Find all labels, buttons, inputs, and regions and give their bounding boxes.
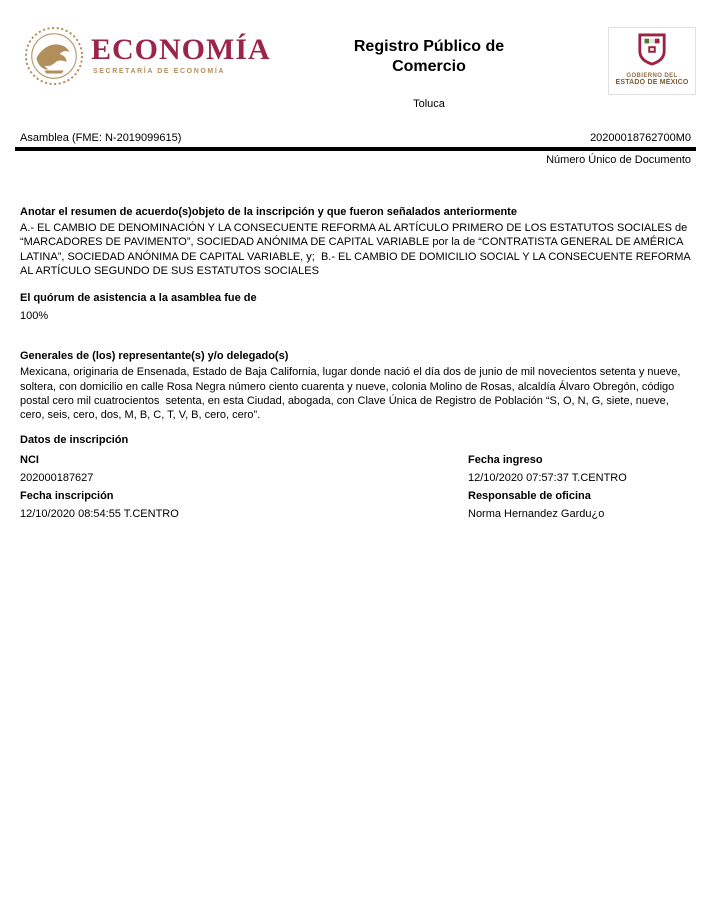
- nci-label: NCI: [20, 453, 39, 466]
- resumen-heading: Anotar el resumen de acuerdo(s)objeto de la inscripción y que fueron señalados anteriormente: [20, 206, 517, 218]
- quorum-value: 100%: [20, 310, 49, 323]
- record-type: Asamblea (FME: N-2019099615): [20, 132, 182, 144]
- section-resumen: [20, 205, 691, 278]
- datos-column-right: [468, 451, 691, 523]
- edomex-logo: [608, 27, 696, 95]
- document-number: 20200018762700M0: [590, 132, 691, 144]
- economia-logo-text: [91, 25, 271, 75]
- fecha-inscripcion-label: Fecha inscripción: [20, 489, 114, 502]
- document-header: [15, 0, 696, 110]
- economia-wordmark: ECONOMÍA: [91, 33, 271, 66]
- section-generales: [20, 349, 691, 422]
- eagle-seal-icon: [23, 25, 85, 87]
- edomex-line2: ESTADO DE MÉXICO: [615, 79, 689, 86]
- quorum-heading: El quórum de asistencia a la asamblea fue de: [20, 292, 257, 305]
- fecha-inscripcion-value: 12/10/2020 08:54:55 T.CENTRO: [20, 507, 179, 520]
- nci-value: 202000187627: [20, 471, 94, 484]
- datos-heading: Datos de inscripción: [20, 433, 129, 446]
- office-name: Toluca: [413, 98, 445, 110]
- datos-grid: [20, 451, 691, 523]
- responsable-value: Norma Hernandez Gardu¿o: [468, 507, 605, 520]
- resumen-body: A.- EL CAMBIO DE DENOMINACIÓN Y LA CONSECUENTE REFORMA AL ARTÍCULO PRIMERO DE LOS ESTATUTOS SOCIALES de “MARCADORES DE PAVIMENTO”, SOCIEDAD ANÓNIMA DE CAPITAL VARIABLE por la de “CONTRATISTA GENERAL DE AMÉRICA LATINA”, SOCIEDAD ANÓNIMA DE CAPITAL VARIABLE, y; B.- EL CAMBIO DE DOMICILIO SOCIAL Y LA CONSECUENTE REFORMA AL ARTÍCULO SEGUNDO DE SUS ESTATUTOS SOCIALES: [20, 222, 693, 277]
- edomex-shield-icon: [637, 32, 667, 66]
- header-center: [250, 25, 608, 110]
- datos-column-left: [20, 451, 468, 523]
- economia-logo: [15, 25, 271, 87]
- fecha-ingreso-label: Fecha ingreso: [468, 453, 543, 466]
- section-quorum: [20, 291, 691, 323]
- section-datos-inscripcion: [20, 433, 691, 523]
- fecha-ingreso-value: 12/10/2020 07:57:37 T.CENTRO: [468, 471, 627, 484]
- page-title: Registro Público de Comercio: [353, 38, 505, 75]
- document-number-label: Número Único de Documento: [546, 154, 691, 166]
- document-content: [15, 205, 696, 523]
- header-rule: [15, 147, 696, 151]
- generales-body: Mexicana, originaria de Ensenada, Estado de Baja California, lugar donde nació el día dos de junio de mil novecientos setenta y nueve, soltera, con domicilio en calle Rosa Negra número ciento cuarenta y nueve, colonia Molino de Rosas, alcaldía Álvaro Obregón, código postal cero mil cuatrocientos setenta, en esta Ciudad, abogada, con Clave Única de Registro de Población “S, O, N, G, siete, nueve, cero, seis, cero, dos, M, B, C, T, V, B, cero, cero”.: [20, 366, 684, 422]
- generales-heading: Generales de (los) representante(s) y/o delegado(s): [20, 350, 289, 363]
- reference-row: [15, 132, 696, 147]
- responsable-label: Responsable de oficina: [468, 489, 591, 502]
- edomex-line1: GOBIERNO DEL: [626, 73, 678, 79]
- economia-subtitle: SECRETARÍA DE ECONOMÍA: [93, 68, 226, 75]
